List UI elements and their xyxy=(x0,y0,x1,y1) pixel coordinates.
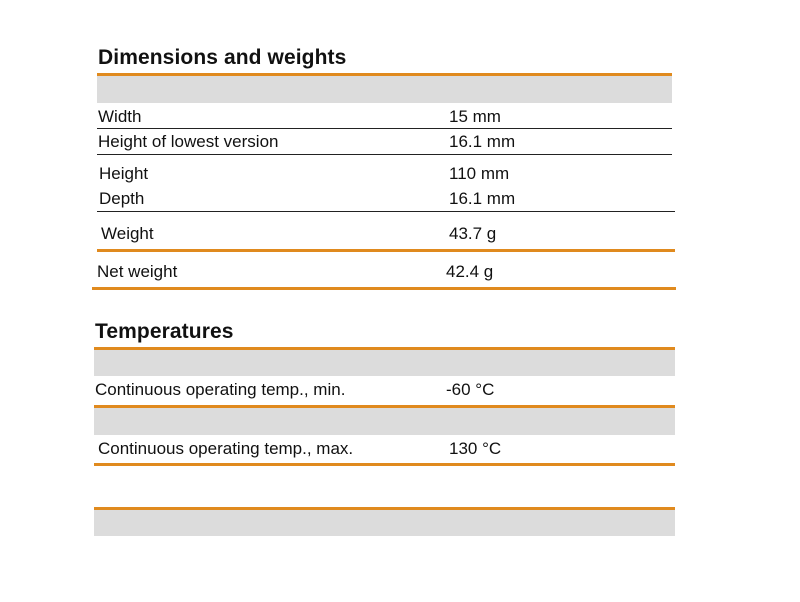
row-divider xyxy=(97,211,675,212)
row-label-weight: Weight xyxy=(101,224,154,243)
row-label-height-lowest: Height of lowest version xyxy=(98,132,279,151)
row-value-temp-min: -60 °C xyxy=(446,380,495,399)
row-divider-accent xyxy=(92,287,676,290)
row-label-net-weight: Net weight xyxy=(97,262,178,281)
section-band xyxy=(94,350,675,376)
row-value-net-weight: 42.4 g xyxy=(446,262,494,281)
section-title-temperatures: Temperatures xyxy=(95,320,234,343)
row-label-height: Height xyxy=(99,164,149,183)
row-label-width: Width xyxy=(98,107,142,126)
row-divider xyxy=(97,128,672,129)
row-value-temp-max: 130 °C xyxy=(449,439,502,458)
row-divider-accent xyxy=(94,463,675,466)
row-label-depth: Depth xyxy=(99,189,145,208)
row-label-temp-min: Continuous operating temp., min. xyxy=(95,380,346,399)
row-value-weight: 43.7 g xyxy=(449,224,497,243)
row-value-depth: 16.1 mm xyxy=(449,189,516,208)
section-title-dimensions: Dimensions and weights xyxy=(98,46,347,69)
row-value-height-lowest: 16.1 mm xyxy=(449,132,516,151)
section-band xyxy=(97,76,672,103)
section-band xyxy=(94,408,675,435)
row-divider-accent xyxy=(97,249,675,252)
row-label-temp-max: Continuous operating temp., max. xyxy=(98,439,354,458)
row-value-width: 15 mm xyxy=(449,107,501,126)
row-divider xyxy=(97,154,672,155)
section-band xyxy=(94,510,675,536)
row-value-height: 110 mm xyxy=(449,164,510,183)
